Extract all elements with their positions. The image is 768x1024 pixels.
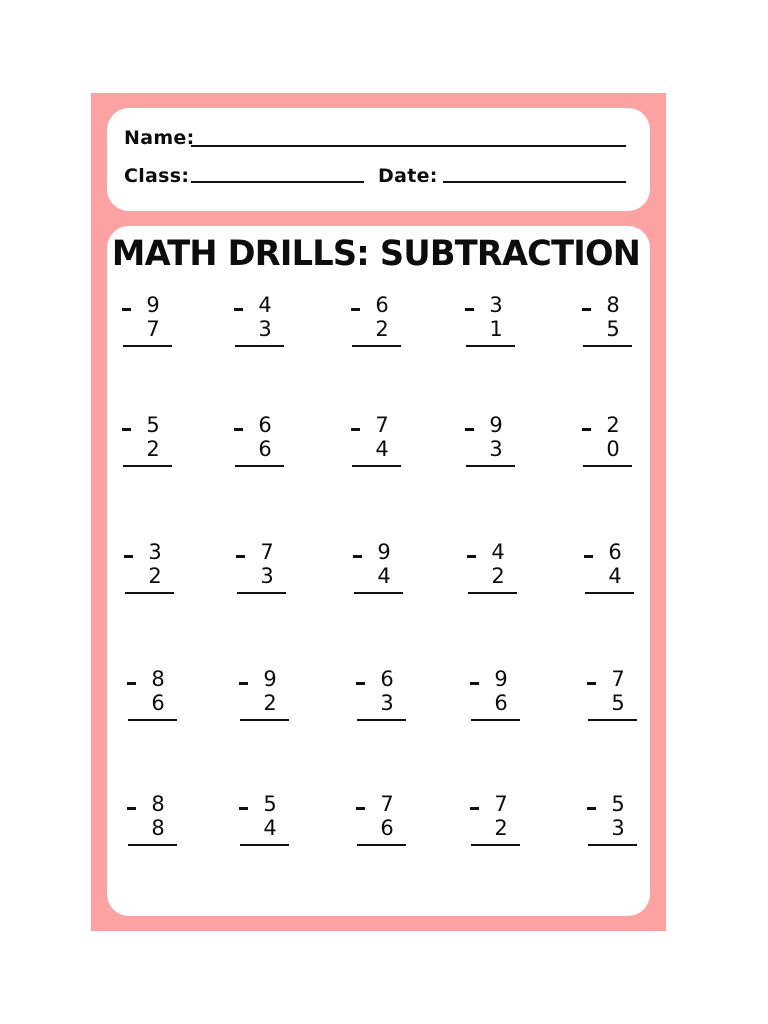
minuend: 8 xyxy=(151,667,165,691)
minus-sign-icon xyxy=(122,428,131,431)
subtraction-problem xyxy=(234,293,294,353)
minus-sign-icon xyxy=(467,555,476,558)
subtrahend: 2 xyxy=(375,317,389,341)
minuend: 2 xyxy=(606,413,620,437)
subtraction-problem xyxy=(582,413,642,473)
subtrahend: 7 xyxy=(146,317,160,341)
minus-sign-icon xyxy=(584,555,593,558)
subtraction-problem xyxy=(351,293,411,353)
answer-line[interactable] xyxy=(240,844,289,846)
subtraction-problem xyxy=(587,667,647,727)
subtraction-problem xyxy=(127,792,187,852)
answer-line[interactable] xyxy=(583,345,632,347)
date-field-line[interactable] xyxy=(443,181,626,183)
minus-sign-icon xyxy=(470,807,479,810)
minus-sign-icon xyxy=(582,428,591,431)
subtraction-problem xyxy=(584,540,644,600)
minus-sign-icon xyxy=(122,308,131,311)
minus-sign-icon xyxy=(239,807,248,810)
subtraction-problem xyxy=(587,792,647,852)
minuend: 9 xyxy=(494,667,508,691)
minuend: 3 xyxy=(489,293,503,317)
minuend: 7 xyxy=(611,667,625,691)
subtrahend: 2 xyxy=(491,564,505,588)
minus-sign-icon xyxy=(124,555,133,558)
subtraction-problem xyxy=(239,792,299,852)
minuend: 4 xyxy=(491,540,505,564)
minus-sign-icon xyxy=(587,682,596,685)
answer-line[interactable] xyxy=(235,465,284,467)
minus-sign-icon xyxy=(356,807,365,810)
subtrahend: 2 xyxy=(146,437,160,461)
subtraction-problem xyxy=(356,667,416,727)
subtraction-problem xyxy=(470,792,530,852)
name-field-line[interactable] xyxy=(191,145,626,147)
name-label: Name: xyxy=(124,127,195,149)
minuend: 4 xyxy=(258,293,272,317)
minuend: 5 xyxy=(263,792,277,816)
subtrahend: 6 xyxy=(494,691,508,715)
minuend: 9 xyxy=(377,540,391,564)
minuend: 9 xyxy=(263,667,277,691)
answer-line[interactable] xyxy=(471,719,520,721)
answer-line[interactable] xyxy=(583,465,632,467)
page-title: MATH DRILLS: SUBTRACTION xyxy=(111,234,641,274)
answer-line[interactable] xyxy=(123,345,172,347)
subtraction-problem xyxy=(124,540,184,600)
minus-sign-icon xyxy=(351,428,360,431)
minuend: 7 xyxy=(380,792,394,816)
subtraction-problem xyxy=(356,792,416,852)
minuend: 7 xyxy=(260,540,274,564)
minus-sign-icon xyxy=(470,682,479,685)
subtrahend: 2 xyxy=(263,691,277,715)
answer-line[interactable] xyxy=(123,465,172,467)
minuend: 6 xyxy=(608,540,622,564)
minuend: 6 xyxy=(375,293,389,317)
subtrahend: 3 xyxy=(258,317,272,341)
answer-line[interactable] xyxy=(240,719,289,721)
minus-sign-icon xyxy=(127,807,136,810)
subtraction-problem xyxy=(582,293,642,353)
answer-line[interactable] xyxy=(588,844,637,846)
subtrahend: 4 xyxy=(263,816,277,840)
subtraction-problem xyxy=(470,667,530,727)
answer-line[interactable] xyxy=(352,465,401,467)
header-card xyxy=(107,108,650,211)
answer-line[interactable] xyxy=(357,719,406,721)
subtrahend: 3 xyxy=(260,564,274,588)
minuend: 6 xyxy=(380,667,394,691)
minuend: 7 xyxy=(494,792,508,816)
subtrahend: 1 xyxy=(489,317,503,341)
class-field-line[interactable] xyxy=(191,181,364,183)
minus-sign-icon xyxy=(351,308,360,311)
answer-line[interactable] xyxy=(466,465,515,467)
subtrahend: 3 xyxy=(489,437,503,461)
subtrahend: 6 xyxy=(380,816,394,840)
minuend: 8 xyxy=(606,293,620,317)
answer-line[interactable] xyxy=(471,844,520,846)
minuend: 7 xyxy=(375,413,389,437)
answer-line[interactable] xyxy=(352,345,401,347)
answer-line[interactable] xyxy=(468,592,517,594)
answer-line[interactable] xyxy=(235,345,284,347)
subtrahend: 4 xyxy=(375,437,389,461)
minus-sign-icon xyxy=(465,428,474,431)
subtraction-problem xyxy=(236,540,296,600)
answer-line[interactable] xyxy=(237,592,286,594)
subtraction-problem xyxy=(351,413,411,473)
class-label: Class: xyxy=(124,165,190,187)
subtrahend: 5 xyxy=(606,317,620,341)
answer-line[interactable] xyxy=(357,844,406,846)
subtraction-problem xyxy=(234,413,294,473)
minus-sign-icon xyxy=(587,807,596,810)
minus-sign-icon xyxy=(465,308,474,311)
answer-line[interactable] xyxy=(128,719,177,721)
subtrahend: 6 xyxy=(151,691,165,715)
minuend: 3 xyxy=(148,540,162,564)
answer-line[interactable] xyxy=(128,844,177,846)
answer-line[interactable] xyxy=(466,345,515,347)
subtraction-problem xyxy=(127,667,187,727)
minus-sign-icon xyxy=(234,308,243,311)
minus-sign-icon xyxy=(356,682,365,685)
subtrahend: 6 xyxy=(258,437,272,461)
minus-sign-icon xyxy=(127,682,136,685)
subtrahend: 4 xyxy=(608,564,622,588)
subtraction-problem xyxy=(239,667,299,727)
subtrahend: 0 xyxy=(606,437,620,461)
subtrahend: 3 xyxy=(380,691,394,715)
minus-sign-icon xyxy=(353,555,362,558)
subtrahend: 8 xyxy=(151,816,165,840)
answer-line[interactable] xyxy=(125,592,174,594)
subtrahend: 5 xyxy=(611,691,625,715)
subtrahend: 2 xyxy=(148,564,162,588)
minuend: 8 xyxy=(151,792,165,816)
minuend: 5 xyxy=(146,413,160,437)
minus-sign-icon xyxy=(239,682,248,685)
subtraction-problem xyxy=(465,413,525,473)
answer-line[interactable] xyxy=(588,719,637,721)
subtraction-problem xyxy=(467,540,527,600)
subtrahend: 2 xyxy=(494,816,508,840)
subtraction-problem xyxy=(122,293,182,353)
minuend: 9 xyxy=(146,293,160,317)
subtrahend: 3 xyxy=(611,816,625,840)
minus-sign-icon xyxy=(236,555,245,558)
subtraction-problem xyxy=(122,413,182,473)
subtrahend: 4 xyxy=(377,564,391,588)
minuend: 5 xyxy=(611,792,625,816)
subtraction-problem xyxy=(465,293,525,353)
minuend: 6 xyxy=(258,413,272,437)
date-label: Date: xyxy=(378,165,438,187)
answer-line[interactable] xyxy=(585,592,634,594)
minuend: 9 xyxy=(489,413,503,437)
subtraction-problem xyxy=(353,540,413,600)
minus-sign-icon xyxy=(582,308,591,311)
answer-line[interactable] xyxy=(354,592,403,594)
minus-sign-icon xyxy=(234,428,243,431)
